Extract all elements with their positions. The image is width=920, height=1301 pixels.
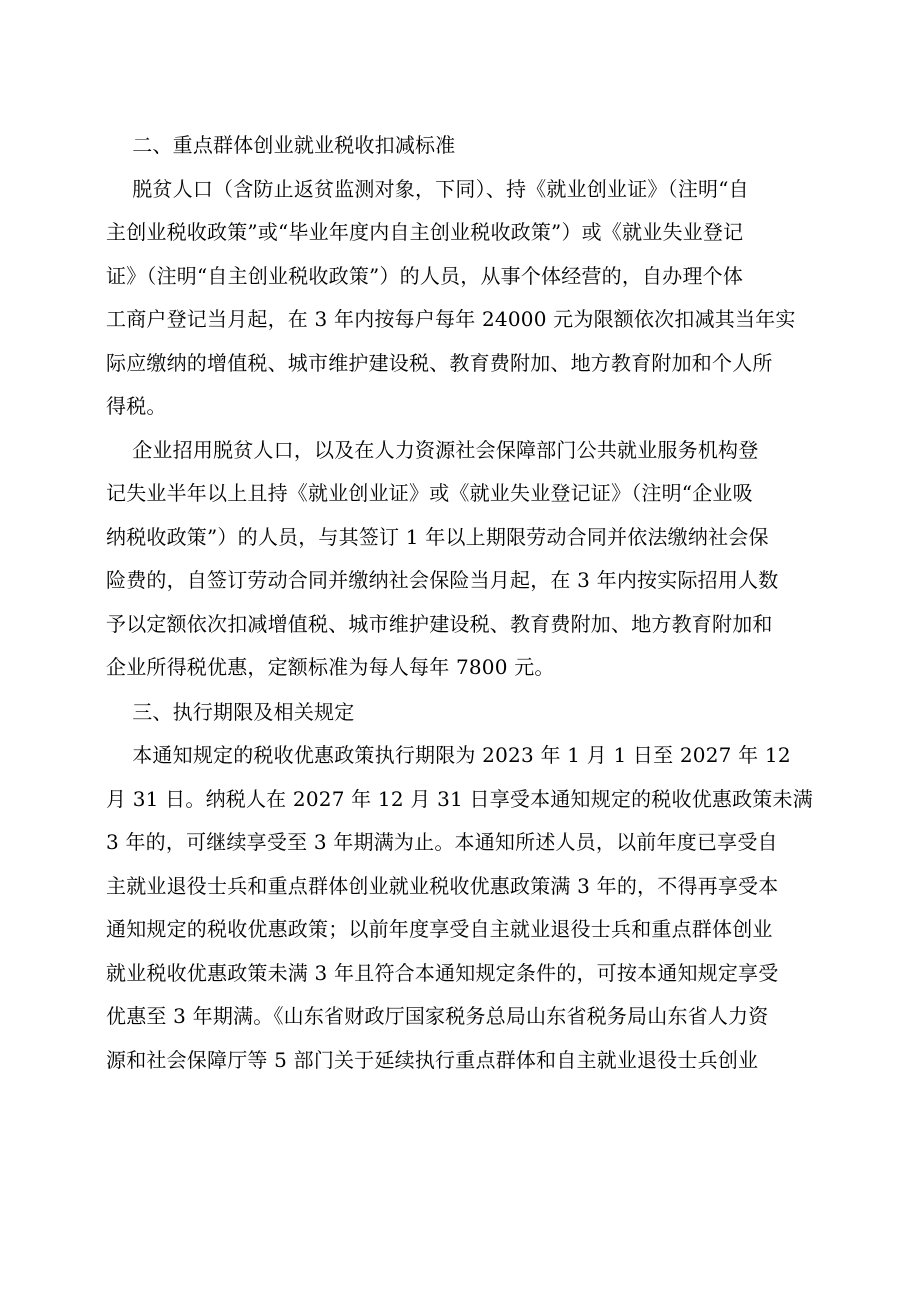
text-line: 际应缴纳的增值税、城市维护建设税、教育费附加、地方教育附加和个人所 xyxy=(106,350,773,375)
text-line: 本通知规定的税收优惠政策执行期限为 2023 年 1 月 1 日至 2027 年 12 xyxy=(106,743,791,767)
text-line: 就业税收优惠政策未满 3 年且符合本通知规定条件的，可按本通知规定享受 xyxy=(106,960,779,985)
text-line: 主创业税收政策”或“毕业年度内自主创业税收政策”）或《就业失业登记 xyxy=(106,220,744,244)
paragraph-2 xyxy=(106,429,820,690)
text-line: 险费的，自签订劳动合同并缴纳社会保险当月起，在 3 年内按实际招用人数 xyxy=(106,568,779,592)
text-line: 企业所得税优惠，定额标准为每人每年 7800 元。 xyxy=(106,655,555,679)
text-line: 二、重点群体创业就业税收扣减标准 xyxy=(106,133,456,157)
text-line: 证》（注明“自主创业税收政策”）的人员，从事个体经营的，自办理个体 xyxy=(106,263,744,288)
text-line: 记失业半年以上且持《就业创业证》或《就业失业登记证》（注明“企业吸 xyxy=(106,481,753,505)
text-line: 纳税收政策”）的人员，与其签订 1 年以上期限劳动合同并依法缴纳社会保 xyxy=(106,524,769,549)
text-line: 3 年的，可继续享受至 3 年期满为止。本通知所述人员，以前年度已享受自 xyxy=(106,830,778,854)
text-line: 月 31 日。纳税人在 2027 年 12 月 31 日享受本通知规定的税收优惠政策未满 xyxy=(106,786,813,811)
text-line: 工商户登记当月起，在 3 年内按每户每年 24000 元为限额依次扣减其当年实 xyxy=(106,307,796,331)
paragraph-1 xyxy=(106,168,820,429)
text-line: 予以定额依次扣减增值税、城市维护建设税、教育费附加、地方教育附加和 xyxy=(106,611,773,636)
heading-2 xyxy=(106,123,820,168)
text-line: 三、执行期限及相关规定 xyxy=(106,699,355,724)
text-line: 主就业退役士兵和重点群体创业就业税收优惠政策满 3 年的，不得再享受本 xyxy=(106,873,779,898)
text-line: 脱贫人口（含防止返贫监测对象，下同）、持《就业创业证》（注明“自 xyxy=(106,176,749,201)
paragraph-3 xyxy=(106,734,820,1082)
text-line: 优惠至 3 年期满。《山东省财政厅国家税务总局山东省税务局山东省人力资 xyxy=(106,1004,769,1028)
text-line: 企业招用脱贫人口，以及在人力资源社会保障部门公共就业服务机构登 xyxy=(106,437,759,462)
heading-3 xyxy=(106,690,820,735)
text-line: 得税。 xyxy=(106,394,167,418)
text-line: 通知规定的税收优惠政策；以前年度享受自主就业退役士兵和重点群体创业 xyxy=(106,917,773,941)
text-line: 源和社会保障厅等 5 部门关于延续执行重点群体和自主就业退役士兵创业 xyxy=(106,1047,759,1072)
